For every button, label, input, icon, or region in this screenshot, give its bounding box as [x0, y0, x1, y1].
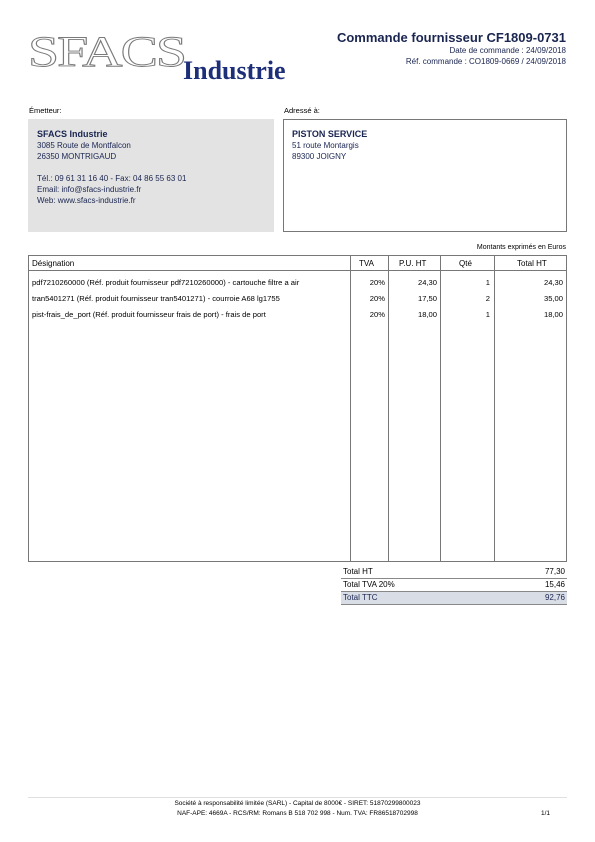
currency-note: Montants exprimés en Euros [476, 244, 566, 251]
recipient-address-line1: 51 route Montargis [292, 141, 359, 150]
footer-divider [28, 797, 567, 798]
recipient-name: PISTON SERVICE [292, 129, 368, 139]
order-date: Date de commande : 24/09/2018 [449, 46, 566, 55]
order-lines-table [28, 255, 567, 562]
column-header-total: Total HT [517, 259, 547, 268]
cell-designation: pist-frais_de_port (Réf. produit fournisseur frais de port) - frais de port [32, 310, 266, 319]
cell-tva: 20% [369, 310, 385, 319]
cell-total: 24,30 [543, 278, 563, 287]
recipient-address-line2: 89300 JOIGNY [292, 152, 347, 161]
cell-unit-price: 18,00 [417, 310, 437, 319]
cell-quantity: 1 [485, 310, 490, 319]
sender-box [28, 119, 274, 232]
cell-quantity: 2 [485, 294, 490, 303]
logo-subtitle: Industrie [183, 56, 286, 85]
sender-address-line2: 26350 MONTRIGAUD [37, 152, 117, 161]
sender-name: SFACS Industrie [37, 129, 108, 139]
cell-unit-price: 17,50 [417, 294, 437, 303]
order-reference: Réf. commande : CO1809-0669 / 24/09/2018 [405, 57, 566, 66]
cell-total: 18,00 [543, 310, 563, 319]
footer-legal-line1: Société à responsabilité limitée (SARL) - Capital de 8000€ - SIRET: 51870299800023 [174, 800, 421, 807]
recipient-box [283, 119, 567, 232]
recipient-label: Adressé à: [284, 106, 320, 115]
cell-total: 35,00 [543, 294, 563, 303]
footer-legal-line2: NAF-APE: 4669A - RCS/RM: Romans B 518 702 998 - Num. TVA: FR86518702998 [177, 810, 418, 817]
column-header-tva: TVA [359, 259, 374, 268]
total-ht-value: 77,30 [544, 567, 565, 576]
sender-phone: Tél.: 09 61 31 16 40 - Fax: 04 86 55 63 01 [37, 174, 187, 183]
cell-designation: pdf7210260000 (Réf. produit fournisseur pdf7210260000) - cartouche filtre a air [32, 278, 300, 287]
page-number: 1/1 [540, 810, 550, 817]
column-header-quantity: Qté [459, 259, 472, 268]
cell-tva: 20% [369, 294, 385, 303]
cell-unit-price: 24,30 [417, 278, 437, 287]
sender-label: Émetteur: [29, 106, 62, 115]
document-title: Commande fournisseur CF1809-0731 [336, 30, 566, 45]
logo-text: SFACS [28, 27, 186, 77]
cell-quantity: 1 [485, 278, 490, 287]
total-ht-label: Total HT [343, 567, 373, 576]
total-ttc-row [341, 592, 567, 605]
company-logo [28, 27, 318, 90]
column-header-unit-price: P.U. HT [399, 259, 427, 268]
sender-web: Web: www.sfacs-industrie.fr [37, 196, 136, 205]
cell-designation: tran5401271 (Réf. produit fournisseur tran5401271) - courroie A68 lg1755 [32, 294, 280, 303]
total-ttc-value: 92,76 [544, 593, 565, 602]
total-tva-label: Total TVA 20% [343, 580, 395, 589]
total-ht-row [341, 566, 567, 579]
table-row [29, 307, 566, 323]
total-tva-row [341, 579, 567, 592]
column-header-designation: Désignation [32, 259, 75, 268]
table-row [29, 291, 566, 307]
totals-block [341, 566, 567, 605]
sender-email: Email: info@sfacs-industrie.fr [37, 185, 142, 194]
total-tva-value: 15,46 [544, 580, 565, 589]
table-row [29, 275, 566, 291]
sender-address-line1: 3085 Route de Montfalcon [37, 141, 131, 150]
cell-tva: 20% [369, 278, 385, 287]
total-ttc-label: Total TTC [343, 593, 378, 602]
